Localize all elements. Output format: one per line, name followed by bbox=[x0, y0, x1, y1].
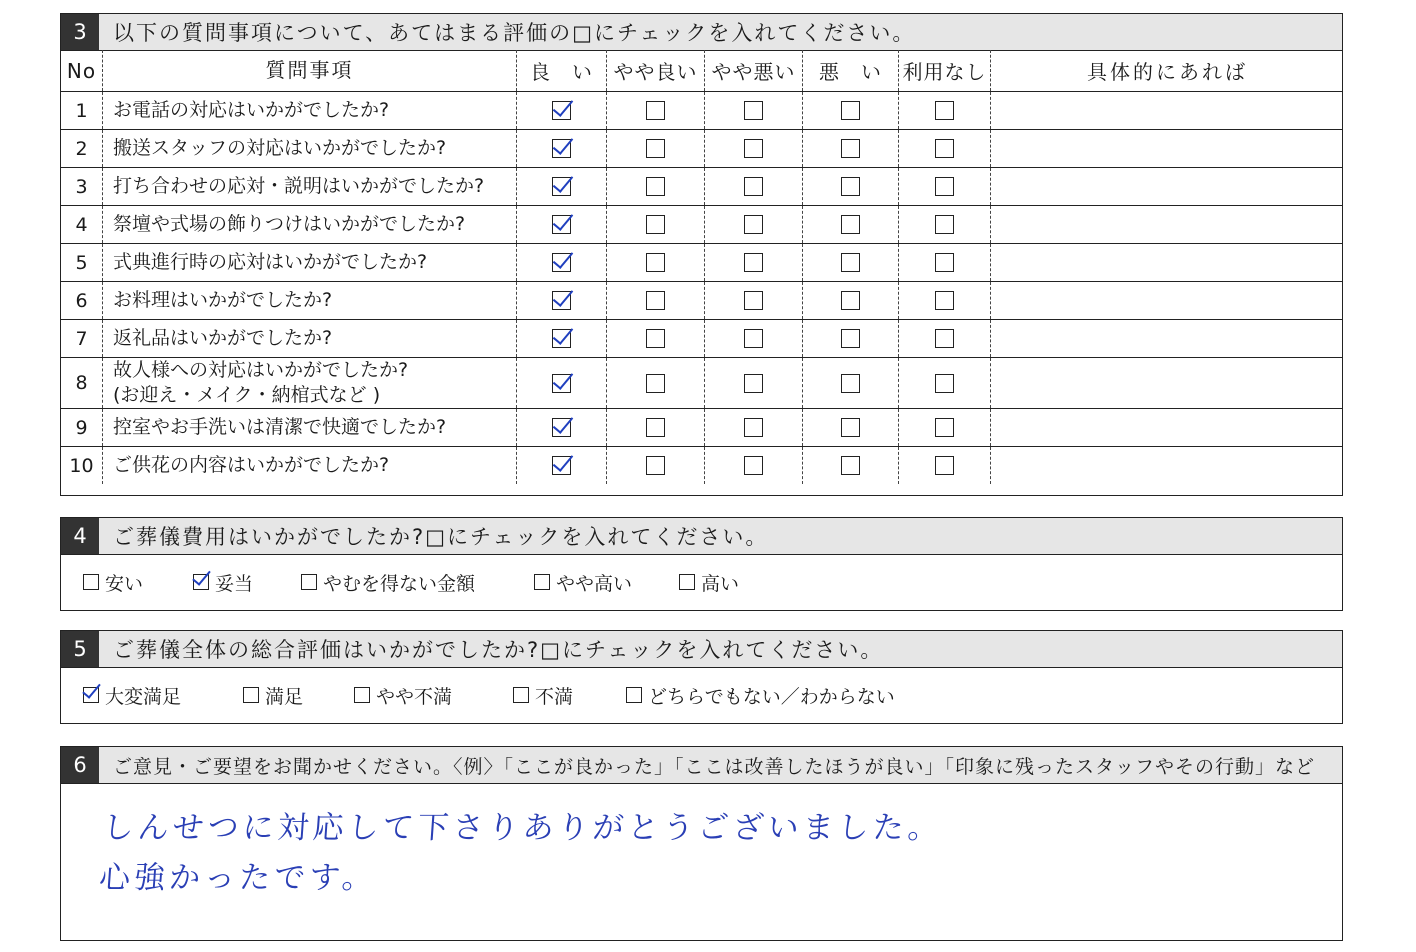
row-question-line-2: (お迎え・メイク・納棺式など ) bbox=[113, 384, 381, 406]
rating-cell bbox=[899, 244, 991, 281]
section-4-options bbox=[61, 554, 1342, 610]
row-question: 式典進行時の応対はいかがでしたか? bbox=[103, 244, 517, 281]
rating-cell bbox=[517, 130, 607, 167]
row-number: 8 bbox=[61, 358, 103, 408]
table-row bbox=[61, 206, 1342, 244]
rating-checkbox[interactable] bbox=[744, 215, 763, 234]
rating-checkbox[interactable] bbox=[935, 456, 954, 475]
rating-cell bbox=[899, 130, 991, 167]
rating-cell bbox=[607, 168, 705, 205]
section-5-options bbox=[61, 667, 1342, 723]
rating-checkbox[interactable] bbox=[744, 101, 763, 120]
rating-cell bbox=[705, 130, 803, 167]
option-label: やや不満 bbox=[376, 685, 453, 708]
row-question: 控室やお手洗いは清潔で快適でしたか? bbox=[103, 409, 517, 446]
rating-checkbox[interactable] bbox=[935, 101, 954, 120]
notes-field[interactable] bbox=[991, 130, 1344, 167]
checkbox[interactable] bbox=[243, 687, 259, 703]
rating-cell bbox=[803, 206, 899, 243]
rating-cell bbox=[899, 206, 991, 243]
header-rating-fairly-good: やや良い bbox=[607, 50, 705, 91]
handwritten-comment[interactable] bbox=[98, 803, 945, 903]
section-3-header bbox=[61, 14, 1342, 51]
checkbox[interactable] bbox=[679, 574, 695, 590]
rating-cell bbox=[517, 244, 607, 281]
rating-checkbox[interactable] bbox=[841, 418, 860, 437]
checkbox[interactable] bbox=[83, 574, 99, 590]
rating-checkbox[interactable] bbox=[646, 329, 665, 348]
checkbox-checked[interactable] bbox=[193, 574, 209, 590]
row-number: 6 bbox=[61, 282, 103, 319]
option-label: 大変満足 bbox=[105, 685, 182, 708]
row-question bbox=[103, 358, 517, 408]
checkbox[interactable] bbox=[354, 687, 370, 703]
cost-option-unavoidable[interactable] bbox=[301, 569, 475, 596]
rating-cell bbox=[899, 92, 991, 129]
row-number: 4 bbox=[61, 206, 103, 243]
rating-checkbox[interactable] bbox=[841, 139, 860, 158]
table-row bbox=[61, 409, 1342, 447]
option-label: 高い bbox=[701, 572, 740, 595]
overall-option-slightly-dissatisfied[interactable] bbox=[354, 682, 452, 709]
rating-cell bbox=[899, 282, 991, 319]
rating-checkbox[interactable] bbox=[935, 374, 954, 393]
row-question: 祭壇や式場の飾りつけはいかがでしたか? bbox=[103, 206, 517, 243]
table-row bbox=[61, 92, 1342, 130]
rating-checkbox-checked[interactable] bbox=[552, 101, 571, 120]
table-row bbox=[61, 168, 1342, 206]
rating-cell bbox=[517, 92, 607, 129]
rating-cell bbox=[705, 358, 803, 408]
overall-option-satisfied[interactable] bbox=[243, 682, 303, 709]
checkbox[interactable] bbox=[301, 574, 317, 590]
rating-cell bbox=[803, 282, 899, 319]
rating-checkbox[interactable] bbox=[841, 374, 860, 393]
section-3-title: 以下の質問事項について、あてはまる評価の□にチェックを入れてください。 bbox=[113, 21, 916, 45]
notes-field[interactable] bbox=[991, 168, 1344, 205]
overall-option-very-satisfied[interactable] bbox=[83, 682, 181, 709]
rating-cell bbox=[607, 244, 705, 281]
notes-field[interactable] bbox=[991, 447, 1344, 484]
table-row bbox=[61, 358, 1342, 409]
cost-option-slightly-expensive[interactable] bbox=[534, 569, 632, 596]
row-question: ご供花の内容はいかがでしたか? bbox=[103, 447, 517, 484]
rating-checkbox[interactable] bbox=[935, 177, 954, 196]
cost-option-reasonable[interactable] bbox=[193, 569, 253, 596]
rating-checkbox[interactable] bbox=[841, 177, 860, 196]
header-notes: 具体的にあれば bbox=[1087, 60, 1248, 84]
checkbox[interactable] bbox=[534, 574, 550, 590]
table-row bbox=[61, 320, 1342, 358]
row-number: 1 bbox=[61, 92, 103, 129]
row-question: 搬送スタッフの対応はいかがでしたか? bbox=[103, 130, 517, 167]
section-6-title: ご意見・ご要望をお聞かせください。〈例〉「ここが良かった」「ここは改善したほうが良い」「印象に残ったスタッフやその行動」など bbox=[113, 755, 1316, 778]
rating-checkbox-checked[interactable] bbox=[552, 291, 571, 310]
header-rating-fairly-bad: やや悪い bbox=[705, 50, 803, 91]
notes-field[interactable] bbox=[991, 206, 1344, 243]
section-5-title: ご葬儀全体の総合評価はいかがでしたか?□にチェックを入れてください。 bbox=[113, 638, 884, 662]
rating-cell bbox=[607, 409, 705, 446]
rating-checkbox-checked[interactable] bbox=[552, 374, 571, 393]
header-rating-good: 良 い bbox=[517, 50, 607, 91]
rating-checkbox[interactable] bbox=[841, 253, 860, 272]
rating-cell bbox=[705, 447, 803, 484]
rating-checkbox[interactable] bbox=[841, 101, 860, 120]
rating-cell bbox=[607, 206, 705, 243]
checkbox[interactable] bbox=[626, 687, 642, 703]
rating-checkbox[interactable] bbox=[744, 418, 763, 437]
rating-checkbox-checked[interactable] bbox=[552, 177, 571, 196]
rating-checkbox[interactable] bbox=[935, 291, 954, 310]
rating-cell bbox=[705, 206, 803, 243]
rating-checkbox[interactable] bbox=[646, 418, 665, 437]
rating-cell bbox=[607, 282, 705, 319]
rating-checkbox[interactable] bbox=[646, 101, 665, 120]
rating-cell bbox=[517, 168, 607, 205]
rating-cell bbox=[705, 320, 803, 357]
rating-checkbox-checked[interactable] bbox=[552, 329, 571, 348]
rating-checkbox[interactable] bbox=[935, 139, 954, 158]
section-3-number: 3 bbox=[61, 14, 99, 50]
row-number: 3 bbox=[61, 168, 103, 205]
row-question-line-1: 故人様への対応はいかがでしたか? bbox=[113, 359, 409, 381]
option-label: 不満 bbox=[535, 685, 574, 708]
rating-cell bbox=[899, 409, 991, 446]
notes-field[interactable] bbox=[991, 320, 1344, 357]
section-4-number: 4 bbox=[61, 518, 99, 554]
checkbox[interactable] bbox=[513, 687, 529, 703]
table-header-row bbox=[61, 50, 1342, 92]
row-number: 2 bbox=[61, 130, 103, 167]
rating-checkbox[interactable] bbox=[935, 253, 954, 272]
rating-cell bbox=[803, 320, 899, 357]
rating-cell bbox=[705, 92, 803, 129]
section-6-number: 6 bbox=[61, 747, 99, 783]
rating-cell bbox=[705, 409, 803, 446]
rating-cell bbox=[517, 447, 607, 484]
table-row bbox=[61, 244, 1342, 282]
cost-option-cheap[interactable] bbox=[83, 569, 143, 596]
section-5-number: 5 bbox=[61, 631, 99, 667]
rating-checkbox-checked[interactable] bbox=[552, 418, 571, 437]
rating-checkbox-checked[interactable] bbox=[552, 253, 571, 272]
rating-checkbox[interactable] bbox=[935, 329, 954, 348]
rating-cell bbox=[803, 168, 899, 205]
handwritten-line-2: 心強かったです。 bbox=[97, 860, 379, 896]
notes-field[interactable] bbox=[991, 244, 1344, 281]
row-number: 7 bbox=[61, 320, 103, 357]
overall-option-neither[interactable] bbox=[626, 682, 895, 709]
rating-checkbox-checked[interactable] bbox=[552, 139, 571, 158]
row-question: お料理はいかがでしたか? bbox=[103, 282, 517, 319]
section-6-header bbox=[61, 747, 1342, 784]
rating-cell bbox=[517, 320, 607, 357]
option-label: 妥当 bbox=[215, 572, 254, 595]
rating-cell bbox=[803, 244, 899, 281]
overall-option-dissatisfied[interactable] bbox=[513, 682, 573, 709]
table-row bbox=[61, 282, 1342, 320]
section-3-ratings-table bbox=[60, 13, 1343, 496]
rating-cell bbox=[517, 358, 607, 408]
rating-checkbox[interactable] bbox=[646, 177, 665, 196]
row-number: 5 bbox=[61, 244, 103, 281]
row-question: お電話の対応はいかがでしたか? bbox=[103, 92, 517, 129]
row-question: 返礼品はいかがでしたか? bbox=[103, 320, 517, 357]
rating-checkbox[interactable] bbox=[744, 456, 763, 475]
notes-field[interactable] bbox=[991, 92, 1344, 129]
row-question: 打ち合わせの応対・説明はいかがでしたか? bbox=[103, 168, 517, 205]
option-label: 安い bbox=[105, 572, 144, 595]
section-4-cost bbox=[60, 517, 1343, 611]
rating-cell bbox=[517, 409, 607, 446]
rating-cell bbox=[517, 206, 607, 243]
rating-checkbox[interactable] bbox=[744, 374, 763, 393]
rating-cell bbox=[607, 92, 705, 129]
rating-checkbox[interactable] bbox=[841, 456, 860, 475]
rating-checkbox[interactable] bbox=[841, 291, 860, 310]
option-label: やや高い bbox=[556, 572, 633, 595]
rating-cell bbox=[803, 358, 899, 408]
handwritten-line-1: しんせつに対応して下さりありがとうございました。 bbox=[101, 810, 945, 846]
section-4-header bbox=[61, 518, 1342, 555]
rating-checkbox-checked[interactable] bbox=[552, 215, 571, 234]
header-question: 質問事項 bbox=[103, 50, 517, 91]
rating-cell bbox=[803, 409, 899, 446]
rating-cell bbox=[803, 447, 899, 484]
rating-checkbox[interactable] bbox=[646, 139, 665, 158]
rating-checkbox[interactable] bbox=[646, 456, 665, 475]
rating-cell bbox=[607, 358, 705, 408]
notes-field[interactable] bbox=[991, 409, 1344, 446]
checkbox-checked[interactable] bbox=[83, 687, 99, 703]
rating-cell bbox=[899, 447, 991, 484]
section-5-overall bbox=[60, 630, 1343, 724]
table-row bbox=[61, 130, 1342, 168]
option-label: やむを得ない金額 bbox=[323, 572, 476, 595]
rating-checkbox[interactable] bbox=[646, 253, 665, 272]
rating-checkbox[interactable] bbox=[841, 215, 860, 234]
rating-cell bbox=[705, 282, 803, 319]
header-rating-bad: 悪 い bbox=[803, 50, 899, 91]
rating-cell bbox=[705, 244, 803, 281]
rating-cell bbox=[899, 358, 991, 408]
header-no: No bbox=[61, 50, 103, 91]
option-label: どちらでもない／わからない bbox=[648, 685, 895, 708]
rating-cell bbox=[899, 168, 991, 205]
row-number: 10 bbox=[61, 447, 103, 484]
rating-checkbox[interactable] bbox=[744, 139, 763, 158]
rating-cell bbox=[607, 130, 705, 167]
rating-checkbox[interactable] bbox=[841, 329, 860, 348]
option-label: 満足 bbox=[265, 685, 304, 708]
rating-cell bbox=[607, 447, 705, 484]
table-row bbox=[61, 447, 1342, 484]
rating-cell bbox=[803, 92, 899, 129]
rating-checkbox[interactable] bbox=[744, 253, 763, 272]
rating-cell bbox=[705, 168, 803, 205]
rating-checkbox[interactable] bbox=[646, 291, 665, 310]
rating-checkbox[interactable] bbox=[935, 215, 954, 234]
section-6-comments bbox=[60, 746, 1343, 941]
rating-cell bbox=[517, 282, 607, 319]
notes-field[interactable] bbox=[991, 282, 1344, 319]
rating-checkbox[interactable] bbox=[646, 374, 665, 393]
rating-cell bbox=[899, 320, 991, 357]
section-4-title: ご葬儀費用はいかがでしたか?□にチェックを入れてください。 bbox=[113, 525, 769, 549]
header-rating-not-used: 利用なし bbox=[899, 50, 991, 91]
cost-option-expensive[interactable] bbox=[679, 569, 739, 596]
section-5-header bbox=[61, 631, 1342, 668]
rating-cell bbox=[607, 320, 705, 357]
rating-checkbox[interactable] bbox=[744, 329, 763, 348]
rating-checkbox[interactable] bbox=[744, 177, 763, 196]
rating-checkbox[interactable] bbox=[646, 215, 665, 234]
notes-field[interactable] bbox=[991, 358, 1344, 408]
rating-checkbox[interactable] bbox=[935, 418, 954, 437]
row-number: 9 bbox=[61, 409, 103, 446]
rating-checkbox[interactable] bbox=[744, 291, 763, 310]
rating-cell bbox=[803, 130, 899, 167]
rating-checkbox-checked[interactable] bbox=[552, 456, 571, 475]
